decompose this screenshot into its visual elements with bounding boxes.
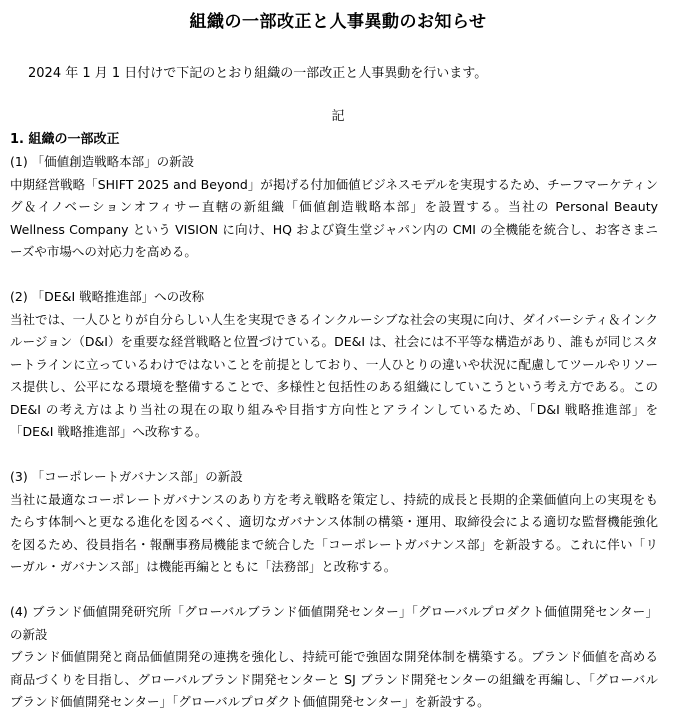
item-2-heading: (2) 「DE&I 戦略推進部」への改称	[10, 289, 205, 304]
page-title: 組織の一部改正と人事異動のお知らせ	[189, 12, 487, 32]
item-1-body: 中期経営戦略「SHIFT 2025 and Beyond」が掲げる付加価値ビジネスモデルを実現するため、チーフマーケティング＆イノベーションオフィサー直轄の新組織「価値創造戦略本部」を設置する。当社の Personal Beauty Wellness Company という VISION に向け、HQ および資生堂ジャパン内の CMI の全機能を統合し、お客さまニーズや市場への対応力を高める。	[10, 176, 658, 259]
item-1-heading: (1) 「価値創造戦略本部」の新設	[10, 154, 195, 169]
spacer	[10, 264, 658, 287]
ki-marker: 記	[331, 109, 345, 124]
section-heading: 1. 組織の一部改正	[10, 132, 120, 147]
item-2-body: 当社では、一人ひとりが自分らしい人生を実現できるインクルーシブな社会の実現に向け、ダイバーシティ＆インクルージョン（D&I）を重要な経営戦略と位置づけている。DE&I は、社会には不平等な構造があり、誰もが同じスタートラインに立っているわけではないことを前提としており、一人ひとりの違いや状況に配慮してツールやリソース提供し、公平になる環境を整備することで、多様性と包括性のある組織にしていこうという考え方である。この DE&I の考え方はより当社の現在の取り組みや目指す方向性とアラインしているため、「D&I 戦略推進部」を「DE&I 戦略推進部」へ改称する。	[10, 311, 658, 439]
item-3-body: 当社に最適なコーポレートガバナンスのあり方を考え戦略を策定し、持続的成長と長期的企業価値向上の実現をもたらす体制へと更なる進化を図るべく、適切なガバナンス体制の構築・運用、取締役会による適切な監督機能強化を図るため、役員指名・報酬事務局機能まで統合した「コーポレートガバナンス部」を新設する。これに伴い「リーガル・ガバナンス部」は機能再編とともに「法務部」と改称する。	[10, 491, 658, 574]
section-1-body	[10, 151, 658, 714]
item-4-heading: (4) ブランド価値開発研究所「グローバルブランド価値開発センター」「グローバルプロダクト価値開発センター」の新設	[10, 604, 658, 642]
spacer	[10, 579, 658, 602]
item-4-body: ブランド価値開発と商品価値開発の連携を強化し、持続可能で強固な開発体制を構築する。ブランド価値を高める商品づくりを目指し、グローバルブランド開発センターと SJ ブランド開発センターの組織を再編し、「グローバルブランド価値開発センター」「グローバルプロダクト価値開発センター」を新設する。	[10, 649, 658, 709]
intro-text: 2024 年 1 月 1 日付けで下記のとおり組織の一部改正と人事異動を行います。	[28, 66, 488, 81]
item-3-heading: (3) 「コーポレートガバナンス部」の新設	[10, 469, 243, 484]
spacer	[10, 444, 658, 467]
